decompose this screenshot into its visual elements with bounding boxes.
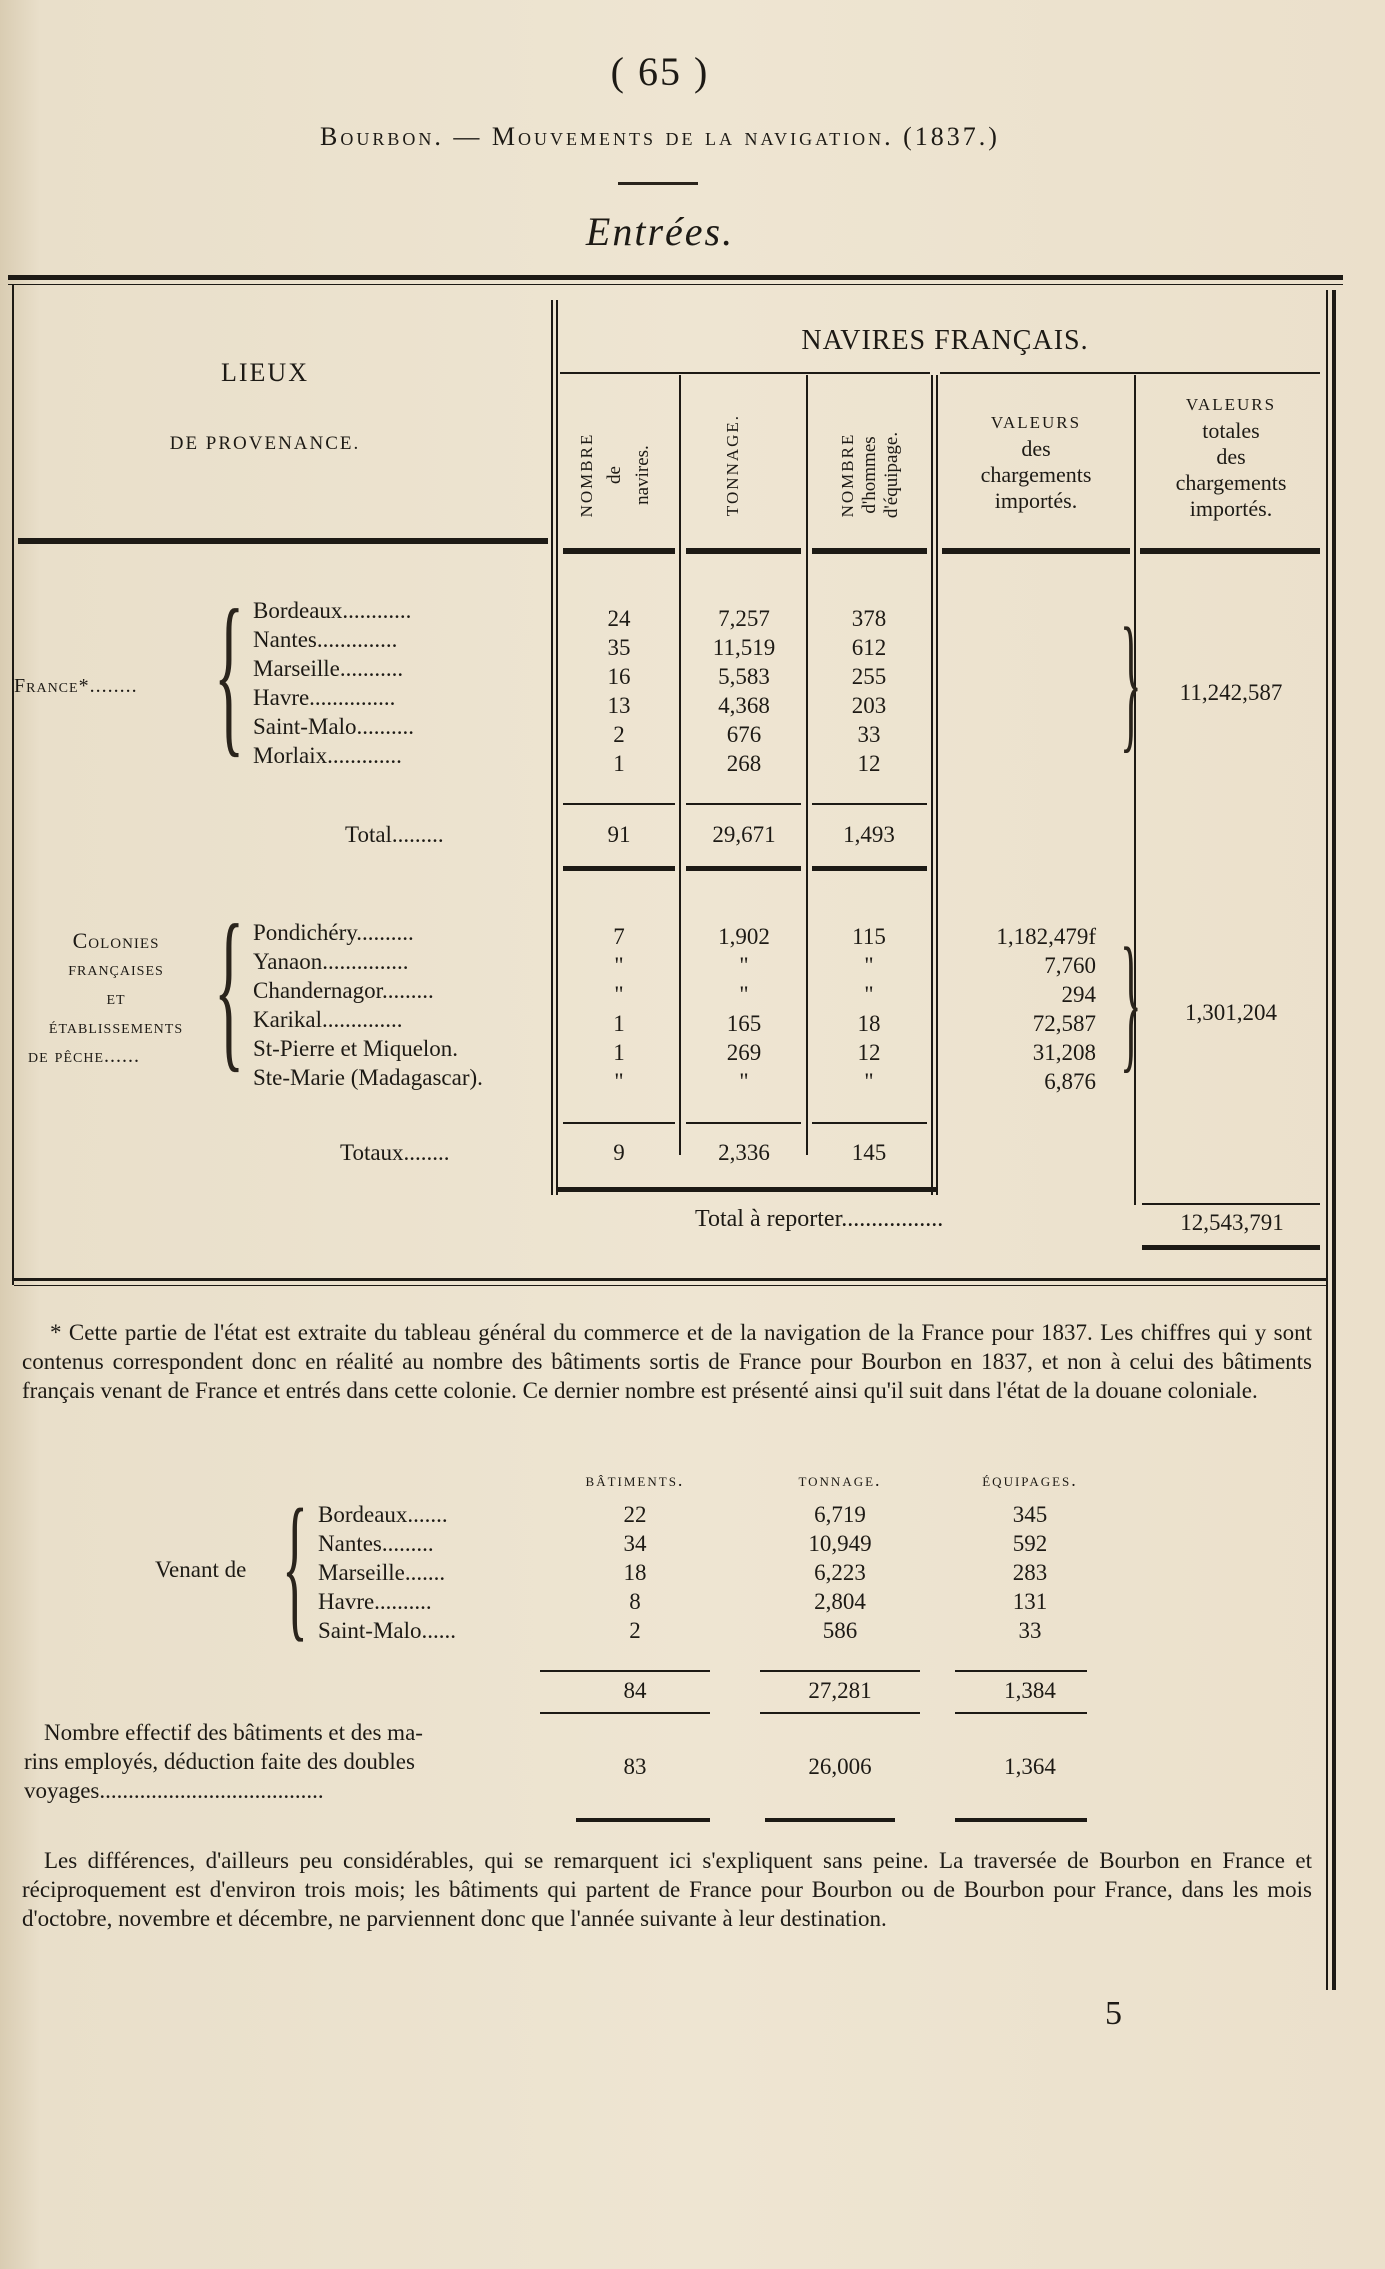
- page-number: ( 65 ): [610, 49, 710, 94]
- signature-mark: 5: [1105, 1995, 1122, 2032]
- header-tonnage: TONNAGE.: [723, 413, 742, 517]
- effectif-batiments: 83: [623, 1754, 647, 1779]
- table-cell-valeur: 31,208: [1032, 1040, 1096, 1065]
- table-cell-navires: 16: [607, 664, 631, 689]
- table-right-border: [1326, 290, 1328, 1990]
- table-cell-navires: ": [614, 982, 624, 1007]
- header-valeurs-totales: VALEURS totales des chargements importés.: [1175, 395, 1287, 521]
- effectif-tonnage: 26,006: [808, 1754, 872, 1779]
- note-cell-tonnage: 6,719: [814, 1502, 866, 1527]
- table-cell-tonnage: 4,368: [718, 693, 770, 718]
- note-col-batiments: bâtiments.: [585, 1470, 685, 1490]
- note-cell-batiments: 22: [623, 1502, 647, 1527]
- venant-label: Venant de: [155, 1557, 247, 1582]
- note-cell-batiments: 18: [623, 1560, 647, 1585]
- table-row-place: Yanaon...............: [253, 949, 409, 974]
- table-cell-navires: 7: [613, 924, 625, 949]
- note-cell-equipages: 283: [1012, 1560, 1048, 1585]
- note-sum-batiments: 84: [623, 1678, 647, 1703]
- table-cell-tonnage: 268: [726, 751, 762, 776]
- table-cell-equipage: 18: [857, 1011, 881, 1036]
- brace-colonies: {: [214, 888, 245, 1087]
- header-lieux: LIEUX: [221, 358, 309, 387]
- note-cell-equipages: 131: [1012, 1589, 1048, 1614]
- table-cell-equipage: ": [864, 953, 874, 978]
- table-cell-valeur: 6,876: [1044, 1069, 1096, 1094]
- table-cell-valeur: 72,587: [1032, 1011, 1096, 1036]
- table-cell-tonnage: 7,257: [718, 606, 770, 631]
- note-cell-batiments: 8: [629, 1589, 641, 1614]
- table-cell-navires: ": [614, 1069, 624, 1094]
- header-navires-francais: NAVIRES FRANÇAIS.: [801, 325, 1089, 356]
- table-cell-equipage: 12: [857, 751, 881, 776]
- table-cell-equipage: 33: [857, 722, 881, 747]
- france-total-label: Total.........: [345, 822, 444, 847]
- effectif-line-1: Nombre effectif des bâtiments et des ma-: [44, 1720, 423, 1745]
- group-label-france: France*........: [14, 675, 138, 697]
- table-left-border: [12, 285, 14, 1285]
- note-cell-tonnage: 10,949: [808, 1531, 872, 1556]
- table-cell-navires: 2: [613, 722, 625, 747]
- table-cell-tonnage: 1,902: [718, 924, 770, 949]
- table-row-place: Karikal..............: [253, 1007, 403, 1032]
- effectif-line-2: rins employés, déduction faite des doubles: [24, 1749, 415, 1774]
- note-sum-equipages: 1,384: [1004, 1678, 1056, 1703]
- table-cell-navires: 35: [607, 635, 631, 660]
- table-cell-navires: 1: [613, 751, 625, 776]
- table-cell-equipage: 612: [851, 635, 887, 660]
- note-cell-equipages: 592: [1012, 1531, 1048, 1556]
- table-cell-valeur: 1,182,479f: [996, 924, 1096, 949]
- table-cell-navires: 1: [613, 1040, 625, 1065]
- table-row-place: Pondichéry..........: [253, 920, 414, 945]
- table-cell-navires: ": [614, 953, 624, 978]
- effectif-equipages: 1,364: [1004, 1754, 1056, 1779]
- table-cell-equipage: 255: [851, 664, 887, 689]
- table-cell-tonnage: ": [739, 982, 749, 1007]
- france-valeur-totale: 11,242,587: [1179, 680, 1283, 705]
- note-cell-batiments: 34: [623, 1531, 647, 1556]
- table-cell-tonnage: 5,583: [718, 664, 770, 689]
- note-cell-tonnage: 6,223: [814, 1560, 866, 1585]
- header-nombre-equipage: NOMBRE d'hommes d'équipage.: [838, 431, 902, 519]
- table-cell-navires: 1: [613, 1011, 625, 1036]
- brace-venant: {: [282, 1476, 308, 1656]
- table-bottom-rule: [14, 1278, 1326, 1281]
- note-sum-tonnage: 27,281: [808, 1678, 872, 1703]
- effectif-line-3: voyages.......................................: [24, 1778, 324, 1803]
- header-provenance: DE PROVENANCE.: [169, 433, 361, 454]
- table-cell-valeur: 294: [1061, 982, 1096, 1007]
- table-row-place: Chandernagor.........: [253, 978, 434, 1003]
- note-cell-tonnage: 586: [822, 1618, 858, 1643]
- note-cell-tonnage: 2,804: [814, 1589, 866, 1614]
- france-total-tonnage: 29,671: [712, 822, 776, 847]
- report-label: Total à reporter.................: [695, 1206, 944, 1232]
- table-row-place: Saint-Malo..........: [253, 714, 414, 739]
- france-total-equipage: 1,493: [843, 822, 895, 847]
- document-page: ( 65 ) Bourbon. — Mouvements de la navigation. (1837.) Entrées. LIEUX DE PROVENANCE. NAVIRES FRANÇAIS. NOMBRE de navires. TONNAGE. NOMBRE d'hommes d'équipage. VALEURS des chargements importés. VALEURS totales des chargements importés. France*........ { Bordeaux............ 24 7,257 378 Nantes.............. 35 11,519 612 Marseille........... 16 5,583 255 Havre............... 13 4,368 203 Saint-Malo.......... 2 676 33 Morlaix............. 1 268 12 11,242,587 } Total......... 91 29,671 1,493 Colonies françaises et établissements de pêche...... { Pondichéry.......... 7 1,902 115 1,182,479f Yanaon............... " " " 7,760 Chandernagor......... " " " 294 Karikal.............. 1 165 18 72,587 St-Pierre et Miquelon. 1 269 12 31,208 Ste-Marie (Madagascar). " " " 6,876 1,301,204 } Totaux........ 9 2,336 145 Total à reporter................. 12,543,791 * Cette partie de l'état est extraite du tableau général du commerce et de la navigation de la France pour 1837. Les chiffres qui y sont contenus correspondent donc en réalité au nombre des bâtiments sortis de France pour Bourbon en 1837, et non à celui des bâtiments français venant de France et entrés dans cette colonie. Ce dernier nombre est présenté ainsi qu'il suit dans l'état de la douane coloniale. bâtiments. tonnage. équipages. Venant de { Bordeaux....... 22 6,719 345 Nantes......... 34 10,949 592 Marseille....... 18 6,223 283 Havre.......... 8 2,804 131 Saint-Malo...... 2 586 33 84 27,281 1,384 Nombre effectif des bâtiments et des ma- rins employés, déduction faite des doubles voyages....................................... 83 26,006 1,364 Les différences, d'ailleurs peu considérables, qui se remarquent ici s'expliquent sans peine. La traversée de Bourbon en France et réciproquement est d'environ trois mois; les bâtiments qui partent de France pour Bourbon ou de Bourbon pour France, dans les mois d'octobre, novembre et décembre, ne parviennent donc que l'année suivante à leur destination. 5: [0, 0, 1385, 2269]
- table-cell-equipage: 115: [852, 924, 886, 949]
- closing-paragraph: Les différences, d'ailleurs peu considérables, qui se remarquent ici s'expliquent sans peine. La traversée de Bourbon en France et réciproquement est d'environ trois mois; les bâtiments qui partent de France pour Bourbon ou de Bourbon pour France, dans les mois d'octobre, novembre et décembre, ne parviennent donc que l'année suivante à leur destination.: [22, 1848, 1312, 1931]
- table-cell-valeur: 7,760: [1044, 953, 1096, 978]
- table-row-place: St-Pierre et Miquelon.: [253, 1036, 459, 1061]
- footnote: * Cette partie de l'état est extraite du tableau général du commerce et de la navigation de la France pour 1837. Les chiffres qui y sont contenus correspondent donc en réalité au nombre des bâtiments sortis de France pour Bourbon en 1837, et non à celui des bâtiments français venant de France et entrés dans cette colonie. Ce dernier nombre est présenté ainsi qu'il suit dans l'état de la douane coloniale.: [22, 1320, 1312, 1403]
- colonies-valeur-totale: 1,301,204: [1185, 1000, 1277, 1025]
- report-value: 12,543,791: [1180, 1210, 1284, 1235]
- table-cell-tonnage: ": [739, 1069, 749, 1094]
- note-cell-equipages: 345: [1012, 1502, 1048, 1527]
- table-row-place: Ste-Marie (Madagascar).: [253, 1065, 483, 1090]
- colonies-total-tonnage: 2,336: [718, 1140, 770, 1165]
- colonies-total-navires: 9: [613, 1140, 625, 1165]
- table-row-place: Bordeaux............: [253, 598, 412, 623]
- note-cell-batiments: 2: [629, 1618, 641, 1643]
- table-cell-navires: 13: [607, 693, 631, 718]
- note-col-equipages: équipages.: [982, 1470, 1078, 1490]
- table-row-place: Nantes..............: [253, 627, 398, 652]
- header-nombre-navires: NOMBRE de navires.: [577, 432, 653, 518]
- note-cell-equipages: 33: [1018, 1618, 1042, 1643]
- table-row-place: Morlaix.............: [253, 743, 402, 768]
- france-total-navires: 91: [607, 822, 631, 847]
- table-cell-tonnage: ": [739, 953, 749, 978]
- note-row-place: Nantes.........: [318, 1531, 434, 1556]
- note-row-place: Saint-Malo......: [318, 1618, 456, 1643]
- page-subtitle: Entrées.: [585, 209, 735, 254]
- table-cell-equipage: 12: [857, 1040, 881, 1065]
- title-rule: [618, 182, 698, 185]
- note-row-place: Bordeaux.......: [318, 1502, 448, 1527]
- note-row-place: Havre..........: [318, 1589, 432, 1614]
- note-col-tonnage: tonnage.: [798, 1470, 882, 1490]
- colonies-total-label: Totaux........: [340, 1140, 450, 1165]
- table-cell-equipage: 203: [851, 693, 887, 718]
- table-cell-tonnage: 11,519: [712, 635, 776, 660]
- header-valeurs: VALEURS des chargements importés.: [980, 413, 1092, 513]
- table-cell-equipage: ": [864, 982, 874, 1007]
- table-row-place: Marseille...........: [253, 656, 404, 681]
- table-cell-equipage: 378: [851, 606, 887, 631]
- table-top-rule: [8, 275, 1343, 280]
- brace-france: {: [214, 573, 245, 772]
- table-cell-equipage: ": [864, 1069, 874, 1094]
- table-cell-tonnage: 165: [726, 1011, 762, 1036]
- table-cell-tonnage: 676: [726, 722, 762, 747]
- group-label-colonies: Colonies françaises et établissements de pêche......: [28, 928, 184, 1067]
- note-row-place: Marseille.......: [318, 1560, 446, 1585]
- table-cell-tonnage: 269: [726, 1040, 762, 1065]
- running-head: Bourbon. — Mouvements de la navigation. (1837.): [320, 122, 1000, 151]
- colonies-total-equipage: 145: [851, 1140, 887, 1165]
- table-cell-navires: 24: [607, 606, 631, 631]
- table-row-place: Havre...............: [253, 685, 396, 710]
